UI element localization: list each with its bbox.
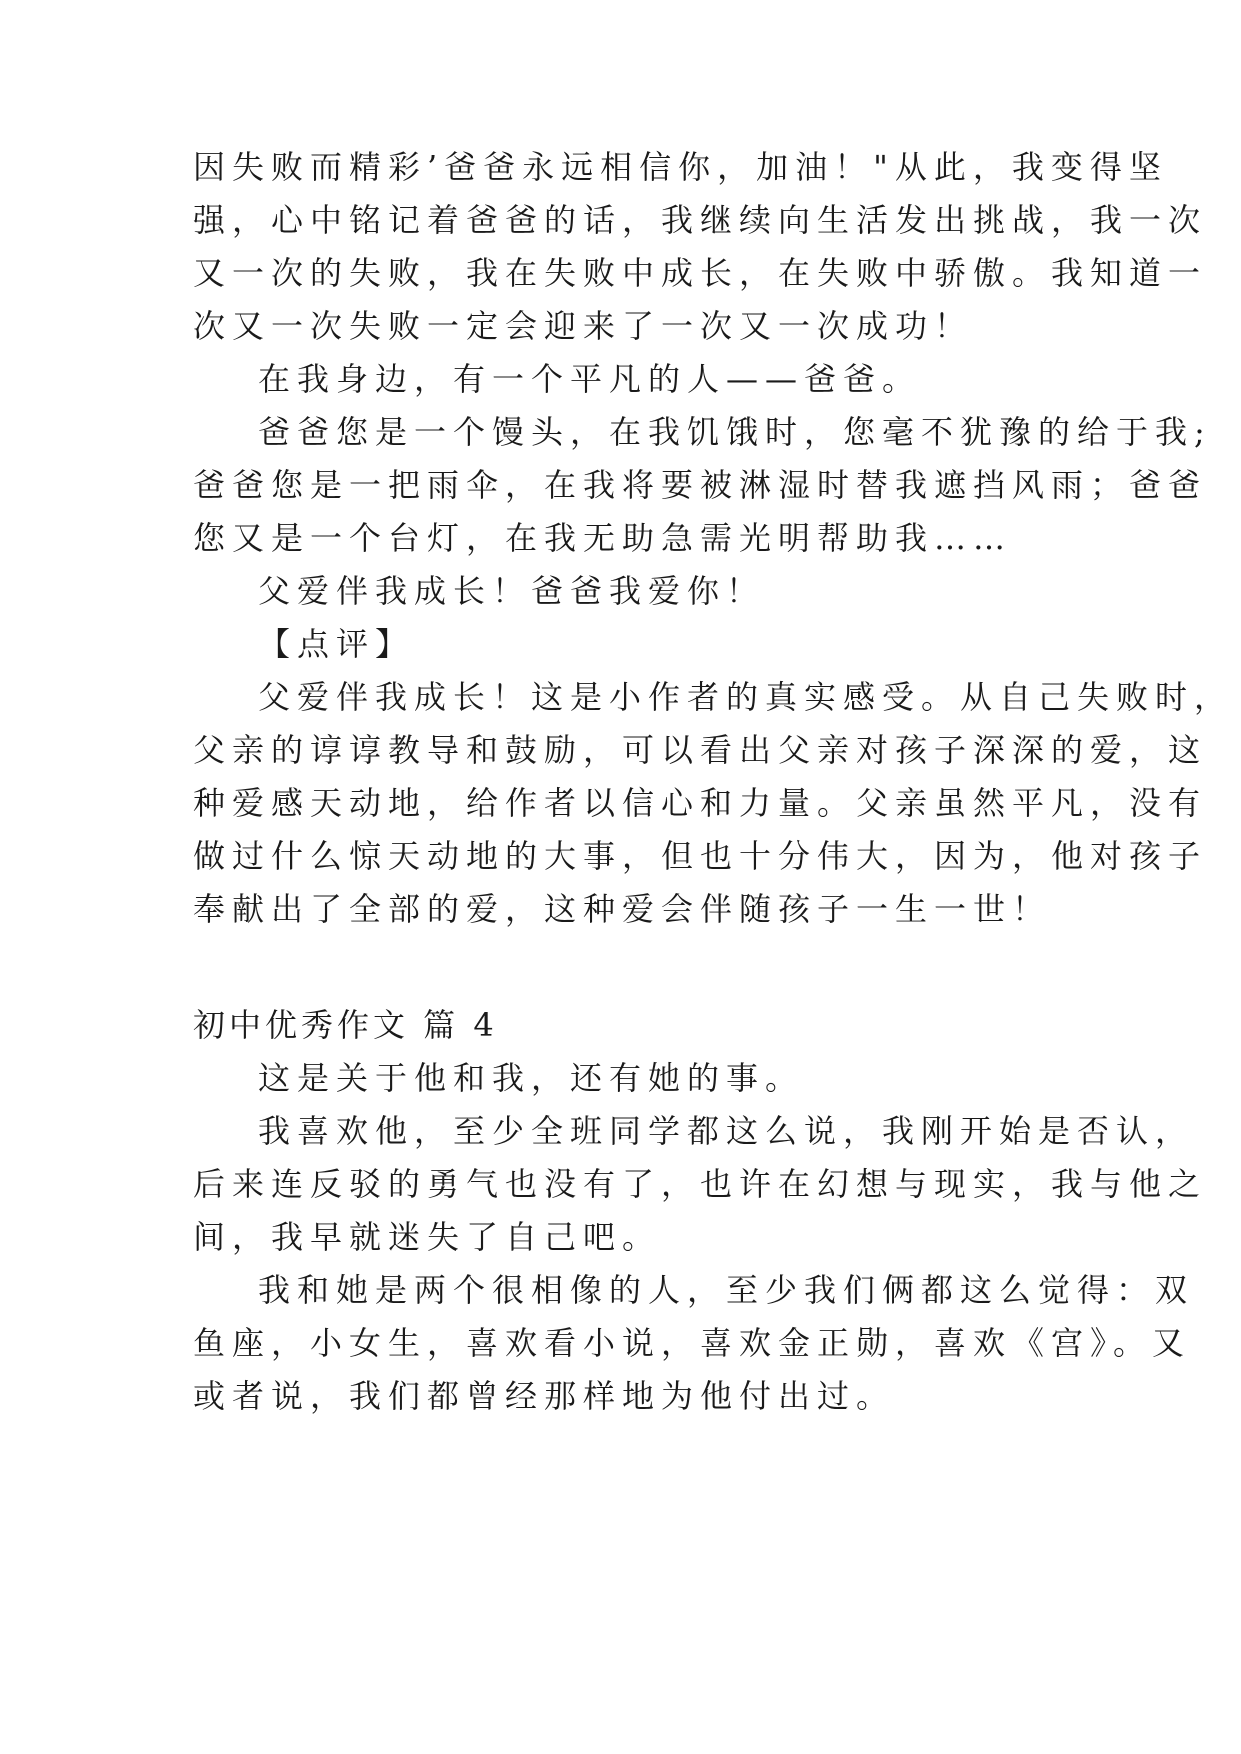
text-line: 次又一次失败一定会迎来了一次又一次成功！ [193, 307, 974, 345]
paragraph-first-line: 在我身边，有一个平凡的人——爸爸。 [258, 360, 922, 398]
text-line: 种爱感天动地，给作者以信心和力量。父亲虽然平凡，没有 [193, 784, 1208, 822]
text-line: 爸爸您是一把雨伞，在我将要被淋湿时替我遮挡风雨；爸爸 [193, 466, 1208, 504]
comment-label: 【点评】 [258, 625, 415, 663]
paragraph-first-line: 这是关于他和我，还有她的事。 [258, 1059, 805, 1097]
text-line: 鱼座，小女生，喜欢看小说，喜欢金正勋，喜欢《宫》。又 [193, 1324, 1192, 1362]
text-line: 因失败而精彩’爸爸永远相信你，加油！"从此，我变得坚 [193, 148, 1168, 186]
text-line: 间，我早就迷失了自己吧。 [193, 1218, 662, 1256]
text-line: 又一次的失败，我在失败中成长，在失败中骄傲。我知道一 [193, 254, 1208, 292]
text-line: 后来连反驳的勇气也没有了，也许在幻想与现实，我与他之 [193, 1165, 1208, 1203]
paragraph-first-line: 父爱伴我成长！爸爸我爱你！ [258, 572, 766, 610]
paragraph-first-line: 我喜欢他，至少全班同学都这么说，我刚开始是否认， [258, 1112, 1195, 1150]
paragraph-first-line: 父爱伴我成长！这是小作者的真实感受。从自己失败时， [258, 678, 1234, 716]
paragraph-first-line: 我和她是两个很相像的人，至少我们俩都这么觉得：双 [258, 1271, 1195, 1309]
text-line: 强，心中铭记着爸爸的话，我继续向生活发出挑战，我一次 [193, 201, 1208, 239]
section-heading: 初中优秀作文 篇 4 [193, 1006, 498, 1044]
text-line: 做过什么惊天动地的大事，但也十分伟大，因为，他对孩子 [193, 837, 1208, 875]
text-line: 或者说，我们都曾经那样地为他付出过。 [193, 1377, 896, 1415]
paragraph-first-line: 爸爸您是一个馒头，在我饥饿时，您毫不犹豫的给于我; [258, 413, 1212, 451]
text-line: 父亲的谆谆教导和鼓励，可以看出父亲对孩子深深的爱，这 [193, 731, 1208, 769]
text-line: 奉献出了全部的爱，这种爱会伴随孩子一生一世！ [193, 890, 1052, 928]
text-line: 您又是一个台灯，在我无助急需光明帮助我…… [193, 519, 1013, 557]
